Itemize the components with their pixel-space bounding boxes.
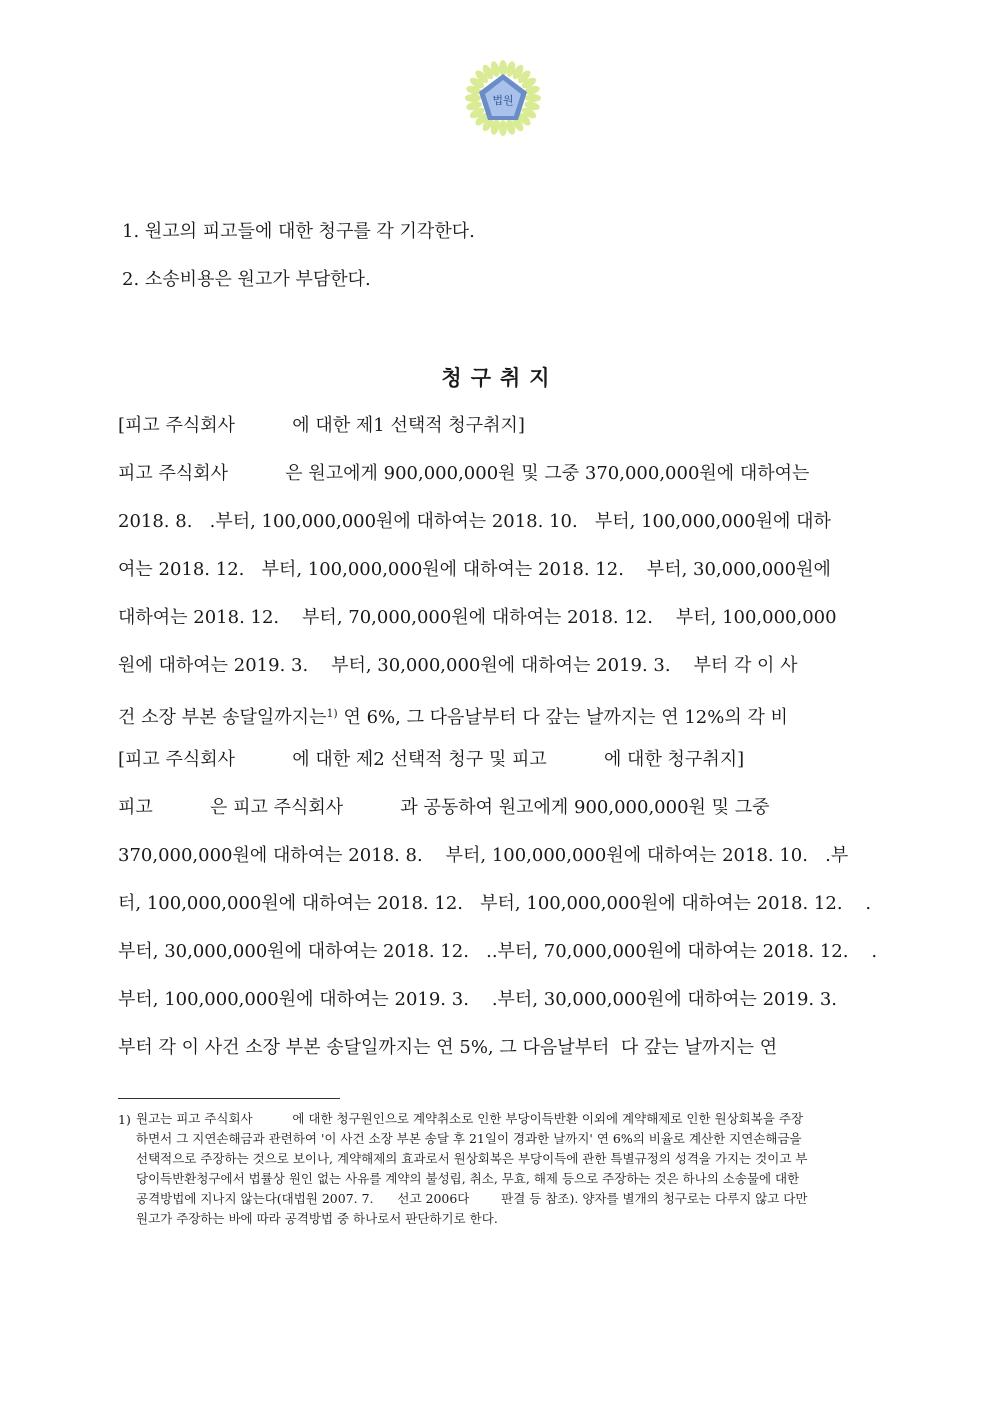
emblem-text: 법원 <box>492 94 514 107</box>
section-title: 청구취지 <box>441 366 559 390</box>
claim-body-2-line: 피고 은 피고 주식회사 과 공동하여 원고에게 900,000,000원 및 그중 <box>118 797 770 818</box>
footnote-line: 원고는 피고 주식회사 에 대한 청구원인으로 계약취소로 인한 부당이득반환 이외에 계약해제로 인한 원상회복을 주장 <box>136 1111 804 1126</box>
claim-body-1-line: 피고 주식회사 은 원고에게 900,000,000원 및 그중 370,000,000원에 대하여는 <box>118 463 810 484</box>
claim-body-text: 건 소장 부본 송달일까지는 <box>118 707 327 728</box>
emblem-petal <box>499 60 507 76</box>
footnote-line: 하면서 그 지연손해금과 관련하여 '이 사건 소장 부본 송달 후 21일이 경과한 날까지' 연 6%의 비율로 계산한 지연손해금을 <box>136 1131 802 1146</box>
claim-body-2-line: 부터 각 이 사건 소장 부본 송달일까지는 연 5%, 그 다음날부터 다 갚는 날까지는 연 <box>118 1037 778 1058</box>
emblem-petal <box>465 94 481 102</box>
claim-body-text: 연 6%, 그 다음날부터 다 갚는 날까지는 연 12%의 각 비 <box>337 707 788 728</box>
footnote-line: 선택적으로 주장하는 것으로 보이나, 계약해제의 효과로서 원상회복은 부당이득에 관한 특별규정의 성격을 가지는 것이고 부 <box>136 1151 808 1166</box>
footnote-number: 1) <box>118 1112 131 1127</box>
claim-header-1: [피고 주식회사 에 대한 제1 선택적 청구취지] <box>118 415 525 436</box>
footnote-line: 당이득반환청구에서 법률상 원인 없는 사유를 계약의 불성립, 취소, 무효, 해제 등으로 주장하는 것은 하나의 소송물에 대한 <box>136 1171 800 1186</box>
claim-body-1-line: 원에 대하여는 2019. 3. 부터, 30,000,000원에 대하여는 2019. 3. 부터 각 이 사 <box>118 655 798 676</box>
claim-body-2-line: 370,000,000원에 대하여는 2018. 8. 부터, 100,000,000원에 대하여는 2018. 10. .부 <box>118 845 849 866</box>
claim-body-1-line: 여는 2018. 12. 부터, 100,000,000원에 대하여는 2018. 12. 부터, 30,000,000원에 <box>118 559 831 580</box>
footnote-line: 원고가 주장하는 바에 따라 공격방법 중 하나로서 판단하기로 한다. <box>136 1211 498 1226</box>
emblem-petal <box>499 120 507 136</box>
order-item-1: 1. 원고의 피고들에 대한 청구를 각 기각한다. <box>122 221 475 242</box>
claim-body-1-line-with-footnote <box>118 702 788 730</box>
claim-body-1-line: 대하여는 2018. 12. 부터, 70,000,000원에 대하여는 2018. 12. 부터, 100,000,000 <box>118 607 837 628</box>
order-item-2: 2. 소송비용은 원고가 부담한다. <box>122 269 371 290</box>
claim-body-1-line: 2018. 8. .부터, 100,000,000원에 대하여는 2018. 10. 부터, 100,000,000원에 대하 <box>118 511 831 532</box>
claim-body-2-line: 부터, 100,000,000원에 대하여는 2019. 3. .부터, 30,000,000원에 대하여는 2019. 3. <box>118 989 838 1010</box>
claim-body-2-line: 부터, 30,000,000원에 대하여는 2018. 12. ..부터, 70,000,000원에 대하여는 2018. 12. . <box>118 941 878 962</box>
claim-header-2: [피고 주식회사 에 대한 제2 선택적 청구 및 피고 에 대한 청구취지] <box>118 749 745 770</box>
claim-body-2-line: 터, 100,000,000원에 대하여는 2018. 12. 부터, 100,000,000원에 대하여는 2018. 12. . <box>118 893 872 914</box>
footnote-divider <box>118 1098 340 1099</box>
emblem-petal <box>525 94 541 102</box>
court-emblem <box>455 52 551 142</box>
footnote-line: 공격방법에 지나지 않는다(대법원 2007. 7. 선고 2006다 판결 등 참조). 양자를 별개의 청구로는 다루지 않고 다만 <box>136 1191 808 1206</box>
footnote-ref[interactable]: 1) <box>326 707 338 720</box>
